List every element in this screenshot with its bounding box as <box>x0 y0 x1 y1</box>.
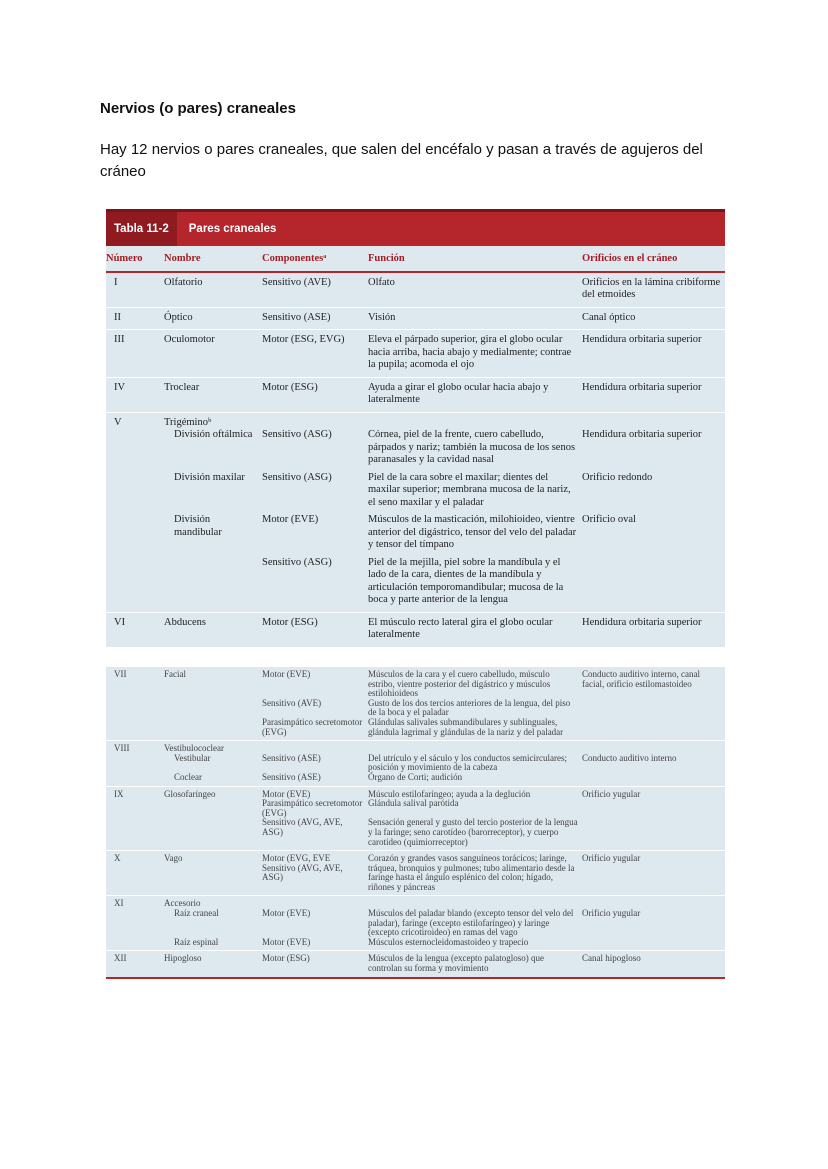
cell-func: Piel de la mejilla, piel sobre la mandíbula y el lado de la cara, dientes de la mandíbula y articulación temporomandibular; mucosa de la boca y parte anterior de la lengua <box>368 556 564 605</box>
cell-orif: Hendidura orbitaria superior <box>582 381 702 393</box>
cell-func: Músculo estilofaríngeo; ayuda a la deglución <box>368 788 531 799</box>
cell-func: Músculos de la cara y el cuero cabelludo, músculo estribo, vientre posterior del digástrico y músculos estilohioideos <box>368 669 551 699</box>
column-headers <box>106 246 725 273</box>
cell-num: VIII <box>114 743 130 754</box>
cell-name: Facial <box>164 669 186 679</box>
cell-name: Óptico <box>164 311 193 323</box>
cell-comp: Motor (EVE) <box>262 936 311 947</box>
cell-orif: Orificios en la lámina cribiforme del etmoides <box>582 276 721 300</box>
table-title: Pares craneales <box>188 222 277 235</box>
cell-func: Del utrículo y el sáculo y los conductos semicirculares; posición y movimiento de la cabeza <box>368 752 567 773</box>
cell-comp: Motor (ESG) <box>262 616 318 628</box>
cell-comp: Motor (ESG) <box>262 953 310 964</box>
cell-func: Glándula salival parótida <box>368 798 459 809</box>
cell-func: Músculos del paladar blando (excepto tensor del velo del paladar), faringe (excepto estilofaríngeo) y laringe (excepto cricotiroideo) en ramas del vago <box>368 908 574 938</box>
table-number: Tabla 11-2 <box>106 212 177 246</box>
cell-subname: Raíz espinal <box>174 936 219 947</box>
cell-subname: División mandibular <box>174 514 222 538</box>
cell-comp: Motor (EVE) <box>262 669 311 679</box>
col-numero: Número <box>106 253 143 264</box>
page-heading: Nervios (o pares) craneales <box>100 100 296 117</box>
table-row <box>106 741 725 786</box>
cell-num: IX <box>114 788 124 799</box>
cell-comp: Motor (EVE) <box>262 908 311 919</box>
cell-name: Accesorio <box>164 898 201 909</box>
cell-orif: Hendidura orbitaria superior <box>582 429 702 440</box>
cell-orif: Orificio yugular <box>582 908 641 919</box>
cell-comp: Sensitivo (AVE) <box>262 276 331 288</box>
cell-func: Gusto de los dos tercios anteriores de la lengua, del piso de la boca y el paladar <box>368 697 571 718</box>
cell-comp: Parasimpático secretomotor (EVG) <box>262 798 363 818</box>
cell-func: Ayuda a girar el globo ocular hacia abajo y lateralmente <box>368 381 549 405</box>
cell-comp: Motor (ESG, EVG) <box>262 334 345 345</box>
intro-paragraph: Hay 12 nervios o pares craneales, que salen del encéfalo y pasan a través de agujeros del cráneo <box>100 141 703 180</box>
cell-name: Hipogloso <box>164 953 202 964</box>
cell-name: Troclear <box>164 381 200 393</box>
table-row <box>106 330 725 378</box>
table-row <box>106 308 725 331</box>
cell-func: Córnea, piel de la frente, cuero cabelludo, párpados y nariz; también la mucosa de los senos paranasales y la cavidad nasal <box>368 429 576 465</box>
cell-num: XII <box>114 953 127 964</box>
cell-name: Glosofaríngeo <box>164 788 216 799</box>
cell-comp: Motor (EVE) <box>262 788 311 799</box>
table-row <box>106 613 725 648</box>
cell-comp: Motor (EVG, EVE Sensitivo (AVG, AVE, ASG) <box>262 853 343 883</box>
cell-orif: Canal hipogloso <box>582 953 641 964</box>
cell-orif: Conducto auditivo interno <box>582 752 677 763</box>
cell-func: El músculo recto lateral gira el globo ocular lateralmente <box>368 616 553 640</box>
cell-orif: Hendidura orbitaria superior <box>582 334 702 345</box>
table-row <box>106 851 725 896</box>
cell-comp: Sensitivo (AVE) <box>262 697 322 708</box>
cell-subname: Vestibular <box>174 752 211 763</box>
cell-comp: Sensitivo (ASE) <box>262 771 321 782</box>
table-row <box>106 951 725 978</box>
cell-comp: Motor (EVE) <box>262 514 319 525</box>
cell-func: Olfato <box>368 276 395 288</box>
col-nombre: Nombre <box>164 253 201 264</box>
col-componentes: Componentesᵃ <box>262 253 327 264</box>
cell-func: Corazón y grandes vasos sanguíneos torácicos; laringe, tráquea, bronquios y pulmones; tubo alimentario desde la faringe hasta el ángulo esplénico del colon; hígado, riñones y páncreas <box>368 853 575 892</box>
cell-func: Eleva el párpado superior, gira el globo ocular hacia arriba, hacia abajo y medialmente; contrae la pupila; acomoda el ojo <box>368 334 572 370</box>
cell-subname: División maxilar <box>174 471 245 483</box>
cell-comp: Sensitivo (AVG, AVE, ASG) <box>262 817 343 837</box>
cell-comp: Parasimpático secretomotor (EVG) <box>262 716 363 737</box>
cell-func: Piel de la cara sobre el maxilar; dientes del maxilar superior; membrana mucosa de la nariz, el seno maxilar y el paladar <box>368 471 571 508</box>
cell-num: III <box>114 334 125 345</box>
col-funcion: Función <box>368 253 405 264</box>
cell-name: Olfatorio <box>164 276 203 288</box>
table-row <box>106 378 725 413</box>
cell-num: X <box>114 853 121 864</box>
cell-func: Órgano de Corti; audición <box>368 771 463 782</box>
cranial-nerves-table-part1 <box>106 209 725 648</box>
cell-name: Abducens <box>164 616 206 628</box>
cell-func: Músculos de la masticación, milohioideo, vientre anterior del digástrico, tensor del velo del paladar y tensor del tímpano <box>368 514 577 550</box>
cell-orif: Orificio oval <box>582 514 636 525</box>
table-header-bar <box>106 209 725 246</box>
cell-orif: Conducto auditivo interno, canal facial, orificio estilomastoideo <box>582 669 700 689</box>
cell-comp: Motor (ESG) <box>262 381 318 393</box>
cell-comp: Sensitivo (ASG) <box>262 471 332 483</box>
cell-func: Glándulas salivales submandibulares y sublinguales, glándula lagrimal y glándulas de la nariz y del paladar <box>368 716 564 737</box>
cell-orif: Orificio yugular <box>582 853 641 864</box>
cell-num: IV <box>114 381 126 393</box>
cell-comp: Sensitivo (ASG) <box>262 556 332 568</box>
table-row <box>106 273 725 308</box>
cell-num: XI <box>114 898 124 909</box>
cell-comp: Sensitivo (ASE) <box>262 752 321 763</box>
cell-num: V <box>114 416 122 428</box>
cell-name: Vago <box>164 853 183 864</box>
table-row <box>106 787 725 852</box>
table-row <box>106 413 725 613</box>
cell-num: II <box>114 311 121 323</box>
cell-comp: Sensitivo (ASG) <box>262 429 332 440</box>
cell-num: I <box>114 276 118 288</box>
cell-orif: Canal óptico <box>582 311 636 323</box>
cell-orif: Orificio redondo <box>582 471 653 483</box>
cell-num: VII <box>114 669 127 679</box>
cell-func: Músculos esternocleidomastoideo y trapecio <box>368 936 529 947</box>
table-row <box>106 667 725 741</box>
cell-func: Visión <box>368 311 396 323</box>
table-row <box>106 896 725 951</box>
cell-comp: Sensitivo (ASE) <box>262 311 331 323</box>
col-orificios: Orificios en el cráneo <box>582 253 678 264</box>
cell-name: Vestibulococlear <box>164 743 224 754</box>
cell-func: Músculos de la lengua (excepto palatogloso) que controlan su forma y movimiento <box>368 953 544 974</box>
cell-orif: Orificio yugular <box>582 788 641 799</box>
cell-subname: División oftálmica <box>174 429 253 440</box>
cell-subname: Raíz craneal <box>174 908 219 919</box>
cell-orif: Hendidura orbitaria superior <box>582 616 702 628</box>
cell-num: VI <box>114 616 126 628</box>
cranial-nerves-table-part2 <box>106 667 725 979</box>
cell-func: Sensación general y gusto del tercio posterior de la lengua y la faringe; seno carotídeo (barorreceptor), y cuerpo carotídeo (quimiorreceptor) <box>368 817 578 847</box>
cell-subname: Coclear <box>174 771 202 782</box>
cell-name: Oculomotor <box>164 334 215 345</box>
cell-name: Trigéminoᵇ <box>164 416 212 428</box>
